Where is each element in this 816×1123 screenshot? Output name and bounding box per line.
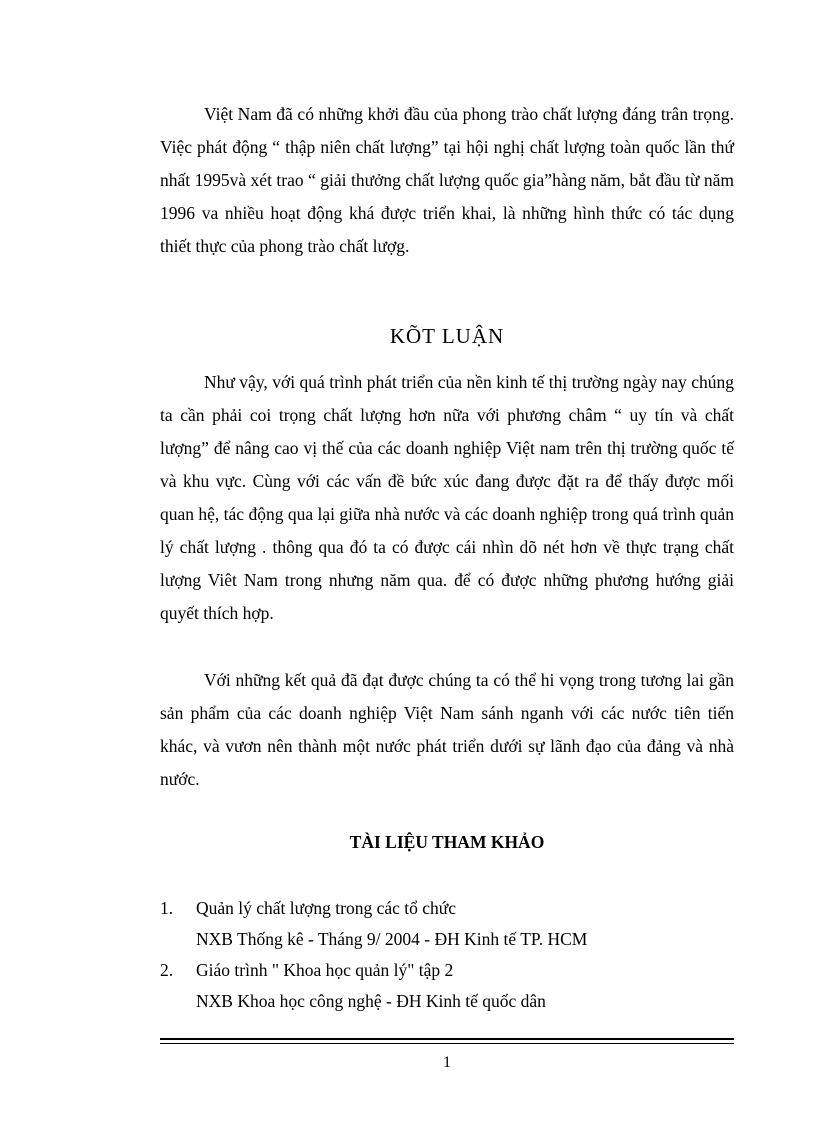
references-heading: TÀI LIỆU THAM KHẢO: [349, 832, 545, 852]
footer-rule-thin: [160, 1043, 734, 1044]
reference-title: Quản lý chất lượng trong các tổ chức: [196, 898, 457, 918]
conclusion-paragraph-1: Như vậy, với quá trình phát triển của nền kinh tế thị trường ngày nay chúng ta cần phải coi trọng chất lượng hơn nữa với phương châm “ uy tín và chất lượng” để nâng cao vị thế của các doanh nghiệp Việt nam trên thị trường quốc tế và khu vực. Cùng với các vấn đề bức xúc đang được đặt ra để thấy được mối quan hệ, tác động qua lại giữa nhà nước và các doanh nghiệp trong quá trình quản lý chất lượng . thông qua đó ta có được cái nhìn dõ nét hơn về thực trạng chất lượng Viêt Nam trong nhưng năm qua. để có được những phương hướng giải quyết thích hợp.: [160, 372, 734, 623]
reference-title: Giáo trình " Khoa học quản lý" tập 2: [196, 960, 454, 980]
reference-source: NXB Khoa học công nghệ - ĐH Kinh tế quốc dân: [196, 991, 546, 1011]
page-number: 1: [443, 1054, 451, 1071]
reference-number: 1.: [160, 898, 174, 918]
reference-item: [160, 893, 734, 955]
intro-paragraph: Việt Nam đã có những khởi đầu của phong trào chất lượng đáng trân trọng. Việc phát động “ thập niên chất lượng” tại hội nghị chất lượng toàn quốc lần thứ nhất 1995và xét trao “ giải thưởng chất lượng quốc gia”hàng năm, bắt đầu từ năm 1996 va nhiều hoạt động khá được triển khai, là những hình thức có tác dụng thiết thực của phong trào chất lượg.: [160, 104, 734, 256]
reference-number: 2.: [160, 960, 174, 980]
conclusion-paragraph-2: Với những kết quả đã đạt được chúng ta có thể hi vọng trong tương lai gần sản phẩm của các doanh nghiệp Việt Nam sánh nganh với các nước tiên tiến khác, và vươn nên thành một nước phát triển dưới sự lãnh đạo của đảng và nhà nước.: [160, 670, 734, 789]
reference-item: [160, 955, 734, 1017]
footer-rule: [160, 1038, 734, 1040]
conclusion-heading: KÕT LUẬN: [389, 324, 505, 348]
reference-source: NXB Thống kê - Tháng 9/ 2004 - ĐH Kinh tế TP. HCM: [196, 929, 588, 949]
